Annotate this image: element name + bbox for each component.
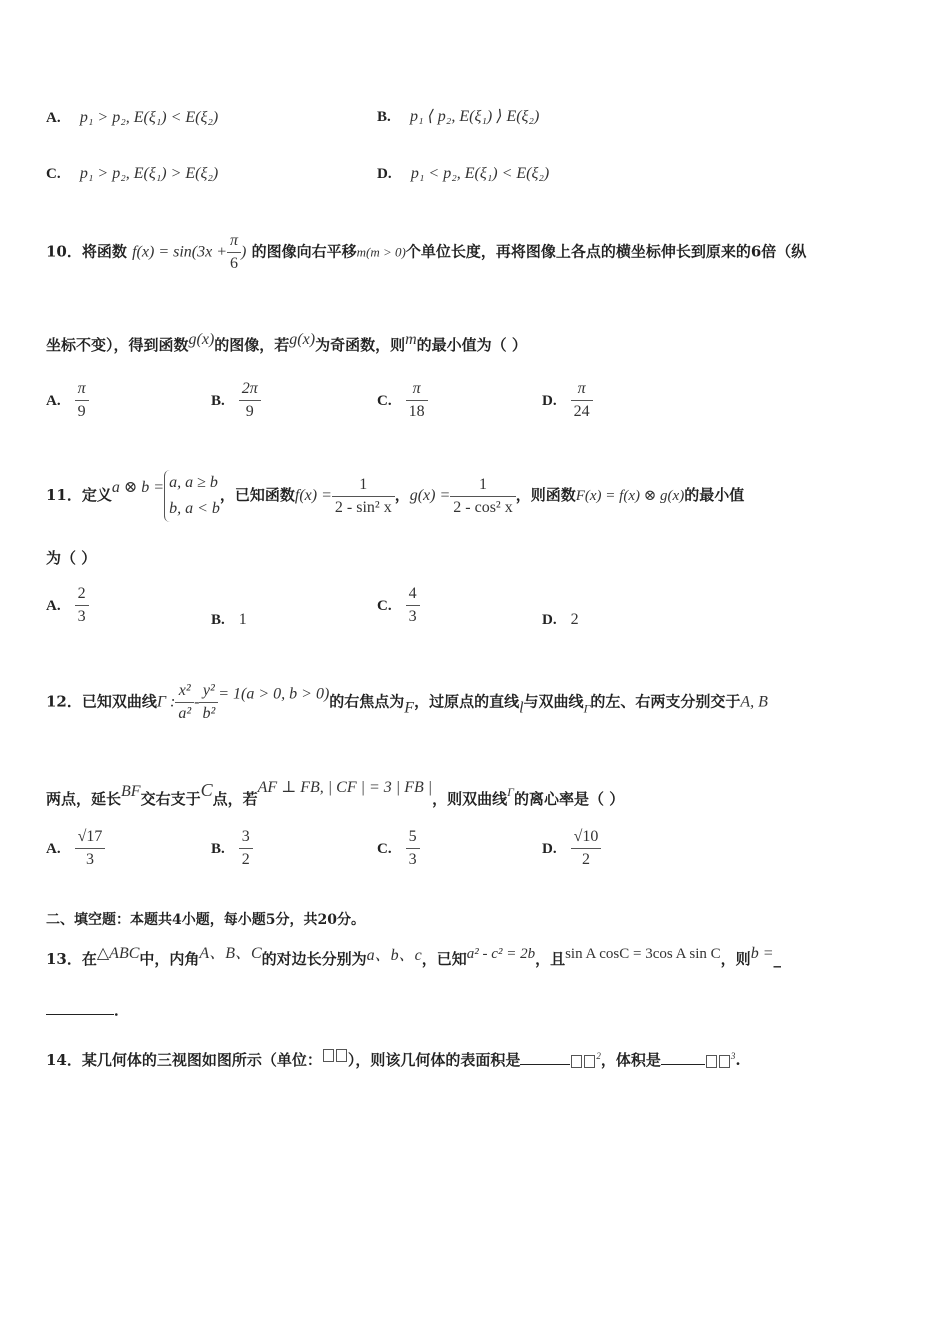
q9-option-d [377, 164, 549, 183]
frac-denominator: 3 [85, 851, 94, 868]
frac-numerator: 2 [75, 583, 89, 606]
q12-F: F [404, 699, 415, 717]
q12-text: 两点，延长 [46, 790, 122, 808]
frac-denominator: a² [178, 705, 192, 722]
q11-text: 的最小值 [684, 486, 745, 504]
q10-gx: g(x) [188, 331, 215, 348]
q9-option-a [46, 108, 218, 127]
option-label: C. [377, 392, 392, 409]
q12-minus: - [194, 693, 200, 711]
piecewise-case: a, a ≥ b [169, 474, 218, 491]
q13-answer-blank[interactable] [46, 1014, 114, 1015]
q10-option-d [542, 378, 593, 423]
option-text: p₁ < p₂, E(ξ₁) < E(ξ₂) [410, 165, 550, 182]
q12-text: ，过原点的直线 [414, 692, 520, 711]
frac-numerator: 1 [450, 474, 515, 497]
q10-number: 10．将函数 [46, 242, 127, 261]
option-label: D. [542, 612, 557, 628]
q10-text: 为奇函数，则 [315, 336, 406, 354]
q11-number: 11．定义 [46, 486, 112, 504]
q10-option-a [46, 378, 89, 423]
frac-numerator: x² [175, 680, 194, 703]
q14-text: 14．某几何体的三视图如图所示（单位： [46, 1051, 322, 1069]
q10-text: 的最小值为（ ） [416, 336, 527, 354]
q12-option-a [46, 826, 105, 871]
q9-option-b [377, 106, 539, 126]
q10-option-b [211, 378, 261, 423]
q13-text: ，则 [720, 950, 751, 968]
option-value: 2 [570, 611, 579, 628]
frac-numerator: π [227, 230, 241, 253]
q13-blank-start: _ [773, 950, 781, 968]
q11-option-a [46, 583, 89, 628]
q12-text: 点，若 [212, 790, 258, 808]
q12-condition: AF ⊥ FB, | CF | = 3 | FB | [257, 779, 433, 796]
q12-text: 交右支于 [140, 790, 201, 808]
frac-denominator: 2 [581, 851, 590, 868]
option-fraction [75, 826, 106, 871]
option-fraction [75, 378, 89, 423]
q13-text: ，已知 [421, 950, 467, 968]
option-fraction [75, 583, 89, 628]
q11-F: F(x) = f(x) ⊗ g(x) [575, 488, 685, 504]
option-label: D. [542, 840, 557, 857]
q14-stem [46, 1044, 741, 1070]
q12-text: ，则双曲线 [432, 790, 508, 808]
option-label: B. [211, 840, 225, 857]
q11-g: g(x) = [409, 487, 451, 504]
q12-option-b [211, 826, 253, 871]
q11-text: ，已知函数 [219, 486, 295, 504]
q11-option-d [542, 610, 579, 629]
q13-condition2: sin A cosC = 3cos A sin C [565, 946, 721, 962]
q12-stem-line1 [46, 680, 768, 725]
frac-numerator: 4 [406, 583, 420, 606]
q11-option-c [377, 583, 420, 628]
q14-sup: 3 [730, 1051, 736, 1061]
unit-placeholder-icon [322, 1045, 348, 1063]
option-text: p₁ > p₂, E(ξ₁) < E(ξ₂) [79, 109, 219, 126]
q10-fraction [227, 230, 241, 275]
q10-gx: g(x) [289, 331, 316, 348]
q12-number: 12．已知双曲线 [46, 692, 157, 711]
frac-denominator: 2 - sin² x [334, 498, 392, 516]
q12-y-fraction [199, 680, 218, 725]
q12-BF: BF [121, 783, 141, 800]
frac-denominator: 24 [573, 403, 590, 420]
q14-surface-area-blank[interactable] [520, 1064, 570, 1065]
frac-numerator: √10 [571, 826, 602, 849]
q10-text: 的图像，若 [214, 336, 290, 354]
frac-denominator: 6 [230, 255, 239, 272]
q13-text: 的对边长分别为 [261, 950, 367, 968]
q13-triangle: △ABC [96, 945, 140, 962]
q13-condition1: a² - c² = 2b [466, 946, 536, 962]
option-label: A. [46, 392, 61, 409]
frac-numerator: π [406, 378, 428, 401]
q10-stem-line2 [46, 330, 527, 355]
q13-number: 13．在 [46, 950, 97, 968]
q12-l: l [519, 699, 524, 717]
frac-numerator: 1 [332, 474, 395, 497]
q13-period: ． [114, 1001, 130, 1019]
frac-numerator: π [571, 378, 593, 401]
q11-definition: a ⊗ b = [111, 479, 165, 496]
unit-placeholder-icon [705, 1051, 731, 1069]
q13-stem-line1 [46, 944, 781, 969]
option-label: A. [46, 840, 61, 857]
q12-text: 的右焦点为 [329, 692, 405, 711]
frac-denominator: 9 [77, 403, 86, 420]
q13-sides: a、b、c [366, 947, 422, 964]
q10-function-close: ) [241, 243, 247, 261]
q11-option-b [211, 610, 247, 629]
q12-text: 的左、右两支分别交于 [590, 692, 741, 711]
option-fraction [239, 378, 261, 423]
option-fraction [406, 378, 428, 423]
frac-numerator: √17 [75, 826, 106, 849]
q14-text: ，体积是 [600, 1051, 661, 1069]
q12-x-fraction [175, 680, 194, 725]
q10-function: f(x) = sin(3x + [132, 243, 228, 261]
q14-volume-blank[interactable] [661, 1064, 705, 1065]
q11-separator: ， [394, 486, 410, 504]
q10-shift: m(m > 0) [356, 244, 406, 260]
q9-option-c [46, 164, 218, 183]
q11-stem-line1 [46, 470, 744, 522]
option-value: 1 [238, 611, 247, 628]
q10-text: 个单位长度，再将图像上各点的横坐标伸长到原来的6倍（纵 [405, 242, 807, 261]
q14-text: ），则该几何体的表面积是 [347, 1051, 521, 1069]
option-label: C. [46, 166, 61, 182]
frac-denominator: 9 [245, 403, 254, 420]
q12-gamma: Γ [583, 701, 591, 716]
q11-g-fraction [450, 474, 515, 519]
option-fraction [406, 826, 420, 871]
option-fraction [571, 826, 602, 871]
q10-stem-line1 [46, 230, 806, 275]
frac-denominator: 3 [408, 851, 417, 868]
option-text: p₁ ⟨ p₂, E(ξ₁) ⟩ E(ξ₂) [410, 108, 540, 125]
q11-text: ，则函数 [515, 486, 576, 504]
q14-period: . [735, 1051, 741, 1069]
q12-stem-line2 [46, 778, 624, 809]
q10-option-c [377, 378, 428, 423]
frac-denominator: b² [202, 705, 216, 722]
option-label: B. [211, 612, 225, 628]
frac-numerator: 5 [406, 826, 420, 849]
q10-text: 的图像向右平移 [251, 242, 357, 261]
option-label: C. [377, 597, 392, 614]
option-label: B. [211, 392, 225, 409]
piecewise-case: b, a < b [169, 500, 220, 517]
q12-gamma: Γ [507, 785, 514, 799]
q11-f-fraction [332, 474, 395, 519]
option-label: B. [377, 109, 391, 125]
option-label: D. [377, 166, 392, 182]
unit-placeholder-icon [570, 1051, 596, 1069]
option-label: A. [46, 597, 61, 614]
frac-numerator: 3 [239, 826, 253, 849]
q12-gamma: Γ : [156, 693, 176, 711]
q14-sup: 2 [596, 1051, 601, 1061]
q13-stem-line2 [46, 1000, 129, 1020]
q13-text: ，且 [535, 950, 566, 968]
option-fraction [239, 826, 253, 871]
q13-b: b = [750, 945, 774, 962]
frac-denominator: 3 [408, 608, 417, 625]
q12-C: C [200, 780, 213, 800]
option-label: C. [377, 840, 392, 857]
q10-text: 坐标不变），得到函数 [46, 336, 189, 354]
frac-denominator: 2 [241, 851, 250, 868]
q12-option-d [542, 826, 601, 871]
section-heading-fill-in: 二、填空题：本题共4小题，每小题5分，共20分。 [46, 912, 365, 928]
option-fraction [571, 378, 593, 423]
frac-denominator: 18 [408, 403, 425, 420]
q11-stem-line2: 为（ ） [46, 549, 97, 567]
frac-denominator: 3 [77, 608, 86, 625]
frac-numerator: y² [199, 680, 218, 703]
q12-text: 与双曲线 [523, 692, 584, 711]
q12-AB: A, B [740, 693, 768, 711]
q12-option-c [377, 826, 420, 871]
option-fraction [406, 583, 420, 628]
frac-numerator: π [75, 378, 89, 401]
frac-denominator: 2 - cos² x [453, 498, 513, 516]
frac-numerator: 2π [239, 378, 261, 401]
option-label: D. [542, 392, 557, 409]
q11-piecewise [164, 470, 220, 522]
q13-angles: A、B、C [199, 945, 262, 962]
q11-f: f(x) = [294, 487, 332, 504]
q12-text: 的离心率是（ ） [513, 790, 625, 808]
q10-m: m [405, 331, 417, 348]
q13-text: 中，内角 [139, 950, 200, 968]
option-label: A. [46, 110, 61, 126]
option-text: p₁ > p₂, E(ξ₁) > E(ξ₂) [79, 165, 219, 182]
q12-equation: = 1(a > 0, b > 0) [218, 685, 330, 703]
